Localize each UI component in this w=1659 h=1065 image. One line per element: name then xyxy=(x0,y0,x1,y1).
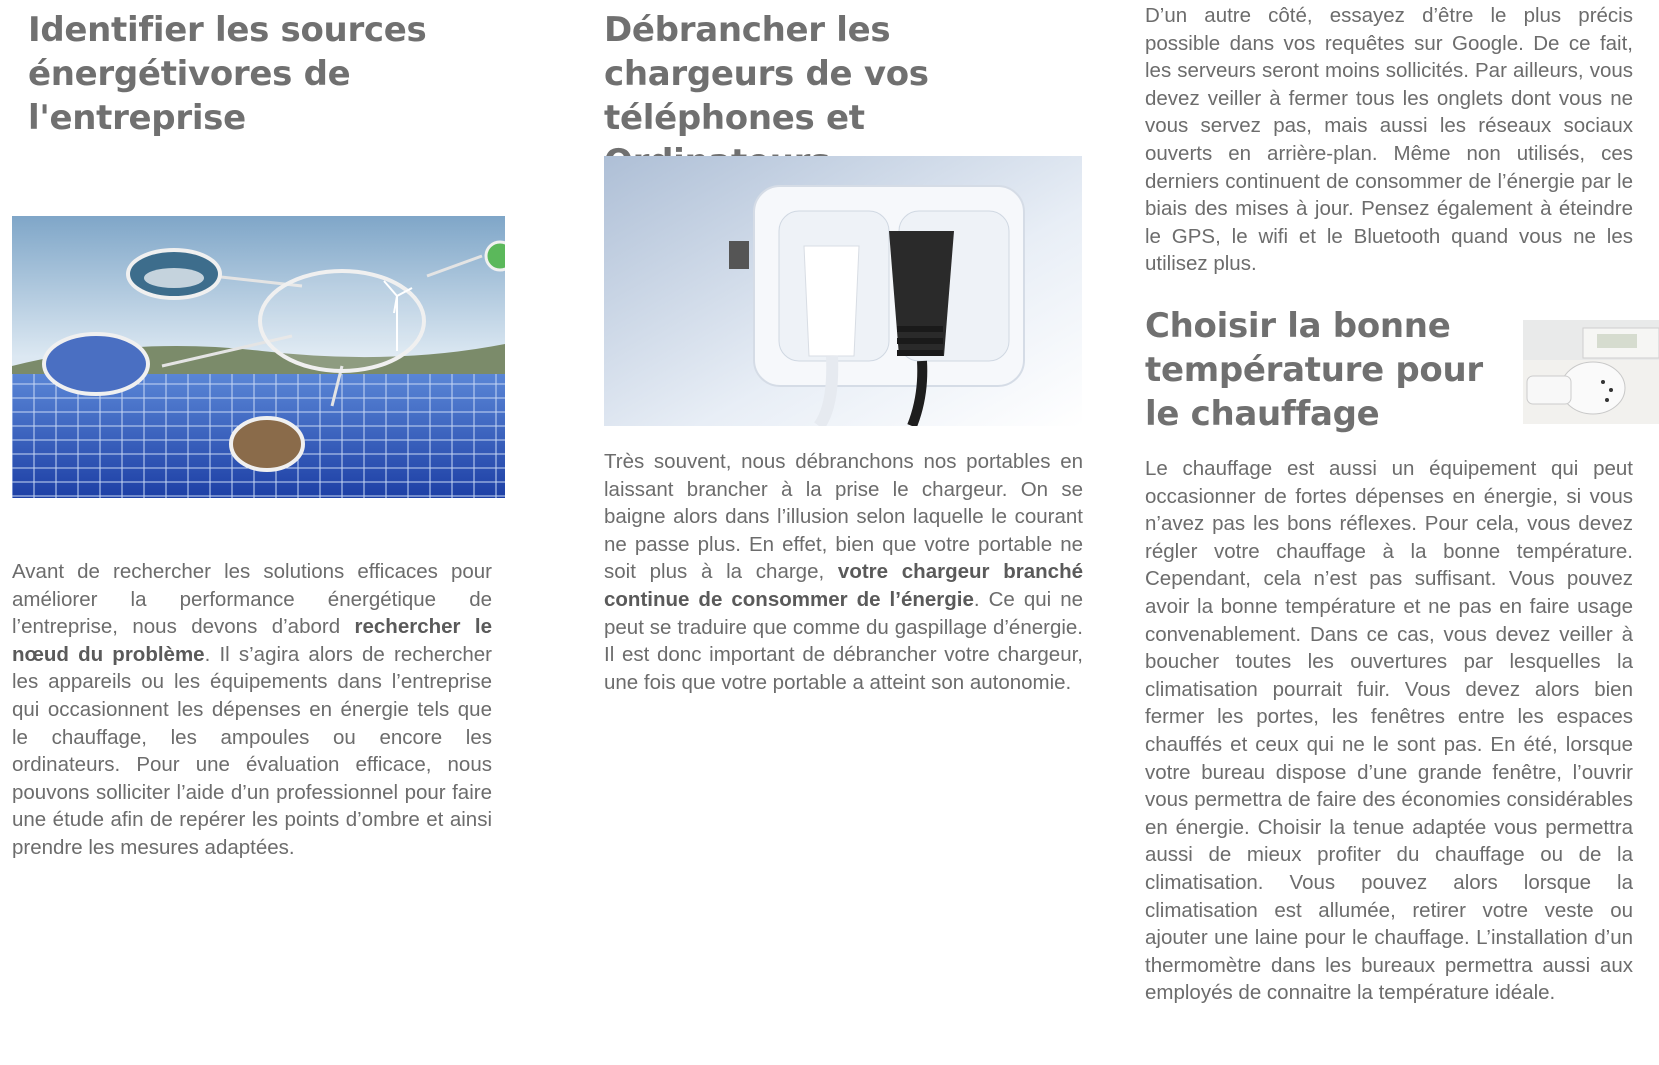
bold-phrase: votre chargeur branché continue de consommer de l’énergie xyxy=(604,560,1083,611)
section-title-chargers: Débrancher les chargeurs de vos téléphones et xyxy=(604,10,929,138)
section-text-chargers: Très souvent, nous débranchons nos portables en laissant brancher à la prise le chargeur. On se baigne alors dans l’illusion selon laquelle le courant ne passe plus. En effet, bien que votre portable ne soit plus à la charge, votre chargeur branché continue de consommer de l’énergie. Ce qui ne peut se traduire que comme du gaspillage d’énergie. Il est donc important de débrancher votre chargeur, une fois que votre portable a atteint son autonomie. xyxy=(604,450,1083,694)
bold-phrase: rechercher le nœud du problème xyxy=(12,615,492,666)
section-text-heating: Le chauffage est aussi un équipement qui peut occasionner de fortes dépenses en énergie, si vous n’avez pas les bons réflexes. Pour cela, vous devez régler votre chauffage à la bonne température. Cependant, cela n’est pas suffisant. Vous pouvez avoir la bonne température et ne pas en faire usage convenablement. Dans ce cas, vous devez veiller à boucher toutes les ouvertures par lesquelles la climatisation pourrait fuir. Vous devez alors bien fermer les portes, les fenêtres entre les espaces chauffés et ceux qui ne le sont pas. En été, lorsque votre bureau dispose d’une grande fenêtre, l’ouvrir vous permettra de faire des économies considérables en énergie. Choisir la tenue adaptée vous permettra aussi de mieux profiter du chauffage ou de la climatisation. Vous pouvez alors lorsque la climatisation est allumée, retirer votre veste ou ajouter une laine pour le chauffage. L’installation d’un thermomètre dans les bureaux permettra aussi aux employés de connaitre la température idéale. xyxy=(1145,457,1633,1005)
power-outlet-image xyxy=(604,156,1082,426)
thermostat-image xyxy=(1523,320,1659,424)
energy-sources-image xyxy=(12,216,505,498)
intro-text-google: D’un autre côté, essayez d’être le plus précis possible dans vos requêtes sur Google. De ce fait, les serveurs seront moins sollicités. Par ailleurs, vous devez veiller à fermer tous les onglets dont vous ne vous servez pas, mais aussi les réseaux sociaux ouverts en arrière-plan. Même non utilisés, ces derniers continuent de consommer de l’énergie par le biais des mises à jour. Pensez également à éteindre le GPS, le wifi et le Bluetooth quand vous ne les utilisez plus. xyxy=(1145,4,1633,276)
section-text-sources: Avant de rechercher les solutions efficaces pour améliorer la performance énergétique de l’entreprise, nous devons d’abord rechercher le nœud du problème. Il s’agira alors de rechercher les appareils ou les équipements dans l’entreprise qui occasionnent les dépenses en énergie tels que le chauffage, les ampoules ou encore les ordinateurs. Pour une évaluation efficace, nous pouvons solliciter l’aide d’un professionnel pour faire une étude afin de repérer les points d’ombre et ainsi prendre les mesures adaptées. xyxy=(12,560,492,859)
section-title-sources: Identifier les sources énergétivores de l'entreprise xyxy=(28,10,427,138)
section-title-heating: Choisir la bonne température pour le chauffage xyxy=(1145,306,1483,434)
